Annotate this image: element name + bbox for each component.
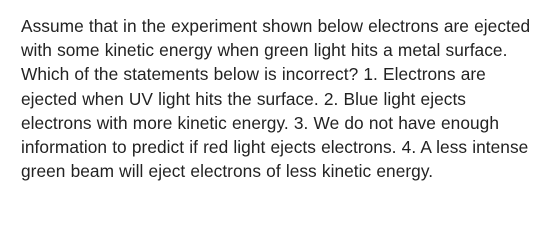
question-text: Assume that in the experiment shown below electrons are ejected with some kinetic energy when green light hits a metal surface. Which of the statements below is incorrect? 1. Electrons are ejected when UV light hits the surface. 2. Blue light ejects electrons with more kinetic energy. 3. We do not have enough information to predict if red light ejects electrons. 4. A less intense green beam will eject electrons of less kinetic energy. [21, 16, 531, 182]
